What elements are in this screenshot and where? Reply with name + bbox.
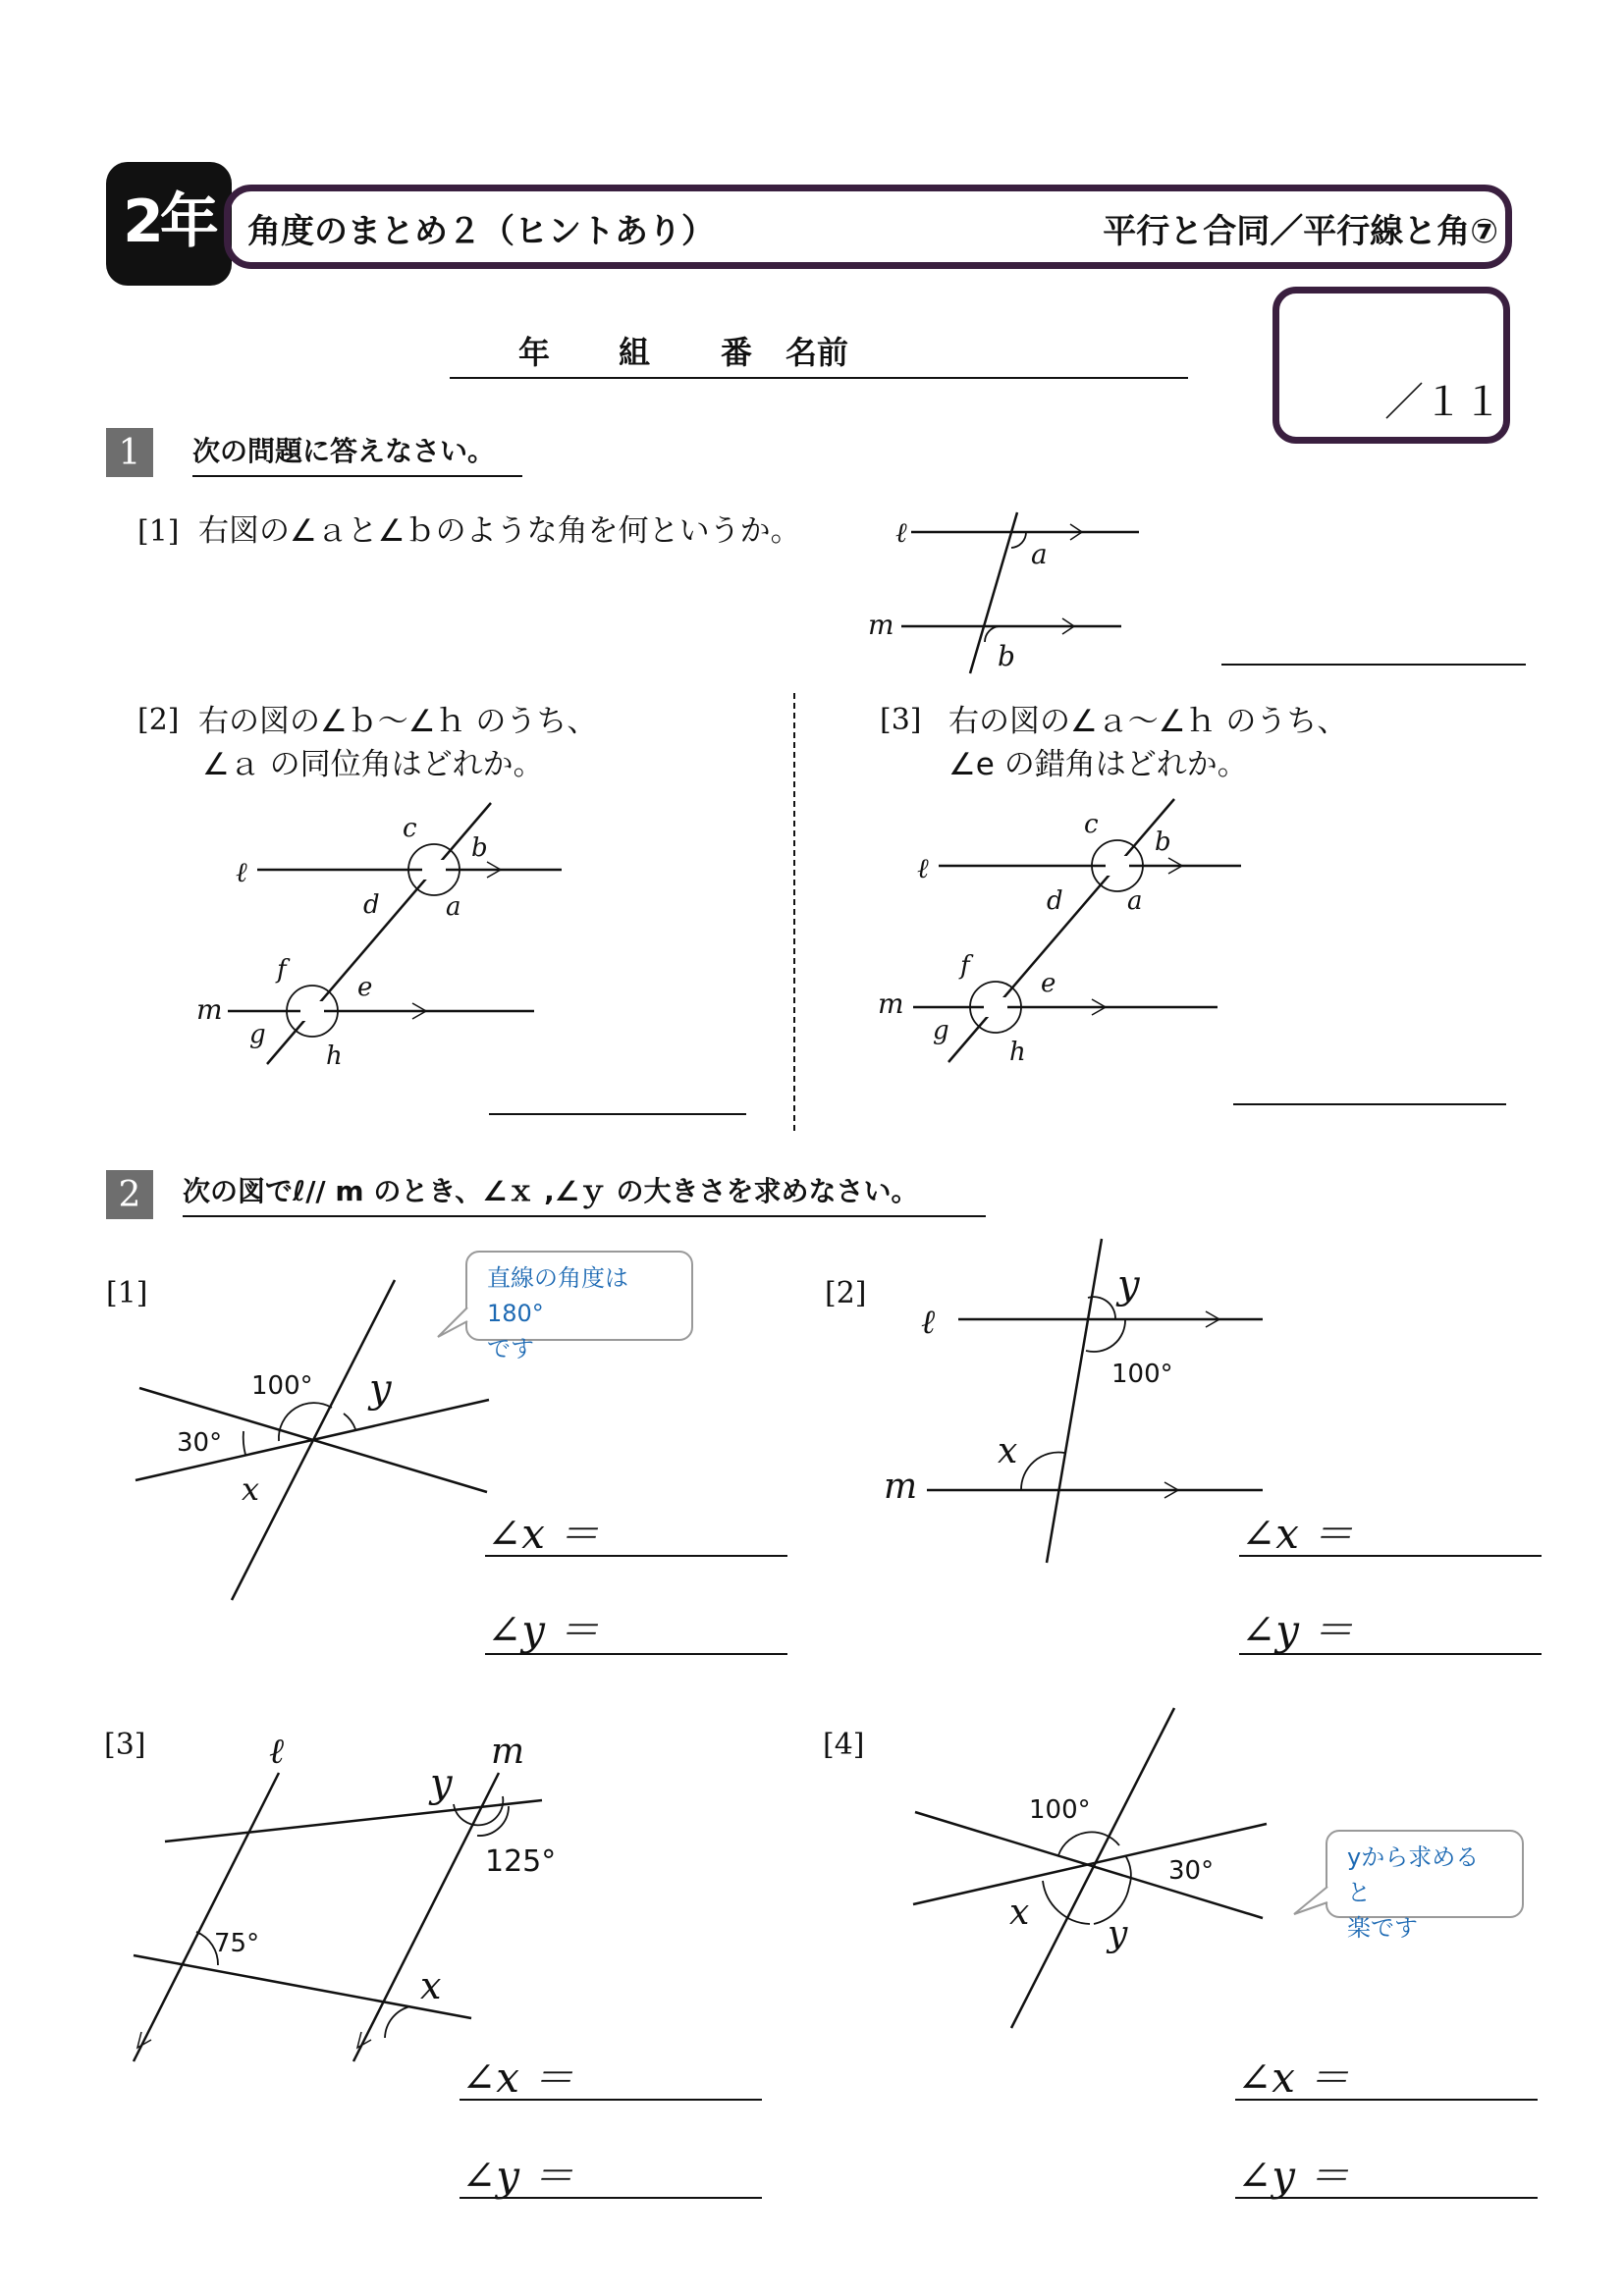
s1-q3-label-c: c [1084, 810, 1099, 839]
s1-q3-label: [3] [880, 703, 922, 737]
s2-q3-label-y: y [430, 1761, 453, 1806]
s1-q2-label-h: h [326, 1041, 343, 1071]
s1-q3-text-2: ∠e の錯角はどれか。 [948, 747, 1248, 782]
s1-q1-label-l: ℓ [895, 516, 907, 549]
s1-q3-label-g: g [933, 1016, 949, 1045]
section-2-heading: 次の図でℓ// m のとき、∠ｘ ,∠ｙ の大きさを求めなさい。 [183, 1170, 986, 1217]
s2-q1-label-y: y [369, 1366, 392, 1412]
s2-q3-label: [3] [104, 1728, 146, 1762]
section-1-heading: 次の問題に答えなさい。 [192, 430, 522, 477]
s2-q1-hint-line-2: です [487, 1335, 534, 1362]
s1-q2-label-m: m [196, 993, 223, 1026]
s1-q2-label-d: d [363, 890, 380, 920]
s2-q4-hint-line-1: yから求めると [1347, 1843, 1480, 1906]
s2-q2-label-x: x [998, 1431, 1018, 1471]
s2-q4-label-x: x [1009, 1893, 1030, 1933]
s1-q1-label-m: m [868, 609, 894, 641]
s1-q2-label-g: g [249, 1020, 266, 1049]
s1-q3-label-h: h [1009, 1038, 1026, 1067]
unit-title: 平行と合同／平行線と角⑦ [1103, 212, 1498, 251]
s2-q3-answer-x-label: ∠x ＝ [461, 2054, 574, 2102]
year-label: 年 [518, 334, 551, 371]
s2-q4-label: [4] [823, 1728, 865, 1762]
s2-q2-answer-x-label: ∠x ＝ [1241, 1510, 1354, 1558]
s1-q3-text-1: 右の図の∠ａ〜∠ｈ のうち、 [948, 704, 1348, 739]
s2-q1-angle-30: 30° [177, 1428, 223, 1458]
s2-q4-answer-x[interactable] [1235, 2099, 1538, 2101]
s1-q3-label-e: e [1041, 969, 1056, 998]
s2-q1-angle-100: 100° [251, 1371, 313, 1401]
s2-q4-angle-30: 30° [1168, 1856, 1215, 1886]
s1-q2-label-l: ℓ [236, 856, 247, 888]
s2-q4-answer-y-label: ∠y ＝ [1237, 2152, 1350, 2200]
s1-q1-text: 右図の∠ａと∠ｂのような角を何というか。 [198, 513, 801, 549]
s1-q2-label-a: a [446, 892, 461, 922]
s2-q1-label-x: x [242, 1470, 260, 1508]
s2-q3-label-m: m [491, 1732, 525, 1772]
s1-q2-text-2: ∠ａ の同位角はどれか。 [202, 747, 544, 782]
s1-q3-label-f: f [960, 951, 970, 981]
s1-q3-label-l: ℓ [917, 852, 929, 884]
s2-q2-label-m: m [884, 1467, 918, 1507]
s1-q2-text-1: 右の図の∠ｂ〜∠ｈ のうち、 [198, 704, 598, 739]
s2-q4-label-y: y [1108, 1914, 1128, 1954]
s1-q2-label-f: f [277, 955, 287, 985]
s1-q2-label-b: b [471, 833, 488, 863]
s2-q4-angle-100: 100° [1029, 1795, 1091, 1825]
s1-q2-label-e: e [357, 973, 373, 1002]
s1-q1-label-a: a [1031, 538, 1048, 570]
s1-q2-label-c: c [403, 814, 417, 843]
s1-q1-label-b: b [998, 640, 1015, 672]
s2-q2-label: [2] [825, 1276, 867, 1310]
grade-label: 2年 [123, 187, 215, 256]
s1-q3-label-a: a [1127, 886, 1143, 916]
s1-q2-label: [2] [137, 703, 180, 737]
s2-q4-hint-line-2: 楽です [1347, 1914, 1418, 1942]
s2-q2-answer-y-label: ∠y ＝ [1241, 1606, 1354, 1654]
s2-q1-hint-line-1: 直線の角度は180° [487, 1264, 628, 1327]
s2-q2-angle-100: 100° [1111, 1360, 1173, 1389]
name-label: 名前 [785, 334, 849, 371]
s2-q4-answer-x-label: ∠x ＝ [1237, 2054, 1350, 2102]
s2-q1-label: [1] [106, 1276, 148, 1310]
s2-q3-answer-y-label: ∠y ＝ [461, 2152, 574, 2200]
s2-q3-label-l: ℓ [269, 1732, 284, 1772]
score-total: ／１１ [1384, 380, 1502, 425]
s2-q3-angle-75: 75° [214, 1929, 260, 1958]
number-label: 番 [721, 334, 753, 371]
section-1-number: 1 [106, 428, 153, 477]
s1-q3-label-b: b [1155, 828, 1171, 857]
class-label: 組 [619, 334, 651, 371]
s1-q1-label: [1] [137, 514, 180, 549]
s2-q1-answer-y-label: ∠y ＝ [487, 1606, 600, 1654]
s2-q1-answer-x-label: ∠x ＝ [487, 1510, 600, 1558]
s2-q4-answer-y[interactable] [1235, 2197, 1538, 2199]
s2-q3-label-x: x [420, 1964, 442, 2007]
worksheet-title: 角度のまとめ２（ヒントあり） [247, 212, 715, 251]
s2-q3-angle-125: 125° [485, 1844, 557, 1879]
s2-q2-label-l: ℓ [921, 1303, 936, 1342]
section-2-number: 2 [106, 1170, 153, 1219]
s1-q3-label-d: d [1047, 886, 1063, 916]
s1-q3-label-m: m [878, 988, 904, 1020]
s2-q2-label-y: y [1117, 1262, 1140, 1308]
